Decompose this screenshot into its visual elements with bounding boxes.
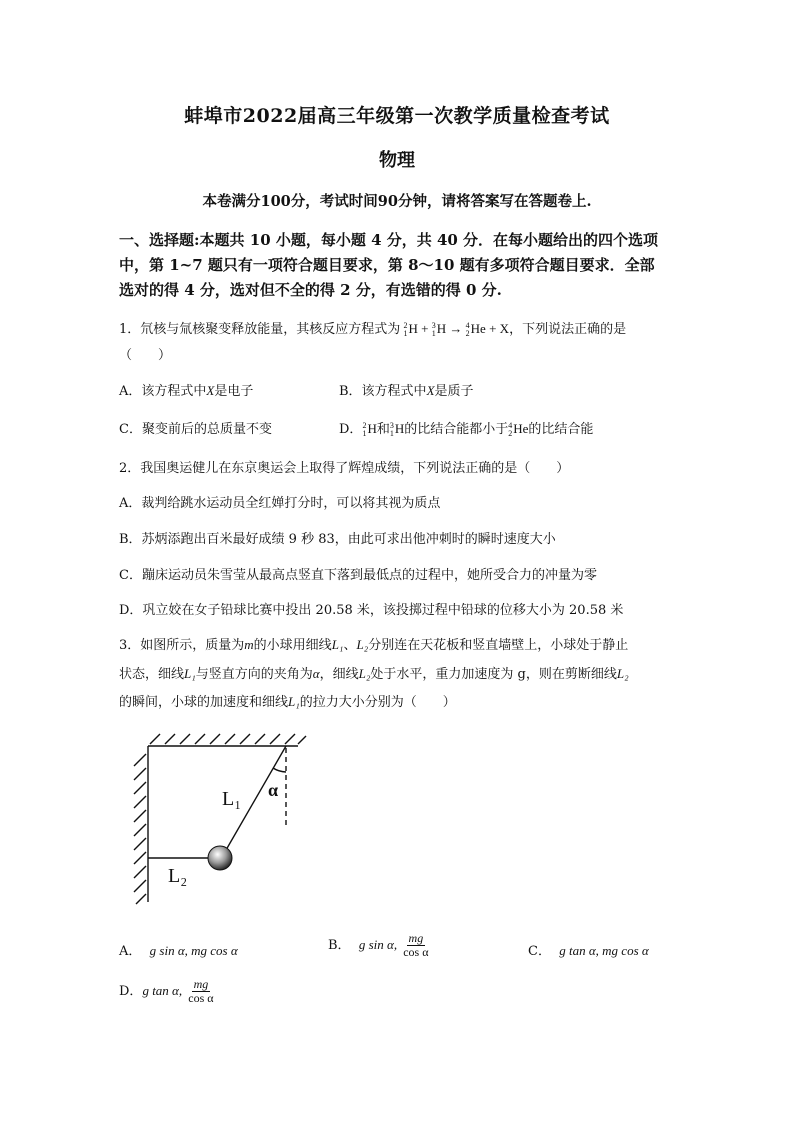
section-instructions-line1: 一、选择题:本题共 10 小题，每小题 4 分，共 40 分．在每小题给出的四个选项: [119, 231, 659, 249]
q1-equation: 2 1 H + 3 1 H → 4 2 He + X: [403, 321, 510, 339]
q3-option-d: D．g tan α, $\frac{mg}{\text{cos α}}$: [119, 977, 214, 1005]
label-l2: L₂: [168, 865, 188, 887]
q1-option-c: C．聚变前后的总质量不变: [119, 422, 272, 437]
exam-note: 本卷满分100分，考试时间90分钟，请将答案写在答题卷上.: [202, 193, 592, 210]
q2-option-c: C．蹦床运动员朱雪莹从最高点竖直下落到最低点的过程中，她所受合力的冲量为零: [119, 568, 597, 583]
ball: [208, 846, 232, 870]
q2-option-b: B．苏炳添跑出百米最好成绩 9 秒 83，由此可求出他冲刺时的瞬时速度大小: [119, 532, 556, 547]
section-instructions-line3: 选对的得 4 分，选对但不全的得 2 分，有选错的得 0 分.: [119, 281, 502, 299]
q2-option-d: D．巩立姣在女子铅球比赛中投出 20.58 米，该投掷过程中铅球的位移大小为 20.58 米: [119, 603, 624, 618]
q3-stem-line3: 的瞬间，小球的加速度和细线L₁的拉力大小分别为（ ）: [119, 694, 456, 710]
subject-title: 物理: [379, 150, 415, 171]
exam-title: 蚌埠市2022届高三年级第一次教学质量检查考试: [184, 105, 610, 127]
section-instructions-line2: 中，第 1~7 题只有一项符合题目要求，第 8～10 题有多项符合题目要求．全部: [119, 256, 655, 274]
q2-stem: 2．我国奥运健儿在东京奥运会上取得了辉煌成绩，下列说法正确的是（ ）: [119, 461, 570, 476]
q3-stem-line2: 状态，细线L₁与竖直方向的夹角为α，细线L₂处于水平，重力加速度为 g，则在剪断细线L₂: [119, 666, 629, 682]
q3-stem-line1: 3．如图所示，质量为m的小球用细线L₁、L₂分别连在天花板和竖直墙壁上，小球处于静止: [119, 637, 629, 653]
label-alpha: α: [268, 780, 279, 800]
angle-arc: [273, 768, 286, 772]
q1-option-b: B．该方程式中X是质子: [339, 383, 474, 399]
label-l1: L₁: [222, 788, 242, 810]
q3-option-c: C． g tan α, mg cos α: [528, 943, 649, 959]
q1-stem: 1．氘核与氚核聚变释放能量，其核反应方程式为 2 1 H + 3 1 H → 4 2 He + X，下列说法正确的是: [119, 321, 627, 339]
q2-option-a: A．裁判给跳水运动员全红婵打分时，可以将其视为质点: [119, 496, 441, 511]
q1-option-d: D． 2 1 H和 3 1 H的比结合能都小于 4 2 He的比结合能: [339, 421, 594, 439]
pendulum-figure: [120, 730, 310, 905]
q3-option-b: B． g sin α, $\frac{mg}{\text{cos α}}$: [328, 931, 429, 959]
q1-paren: （ ）: [119, 348, 172, 363]
q3-option-a: A． g sin α, mg cos α: [119, 943, 238, 959]
q1-option-a: A．该方程式中X是电子: [119, 383, 254, 399]
